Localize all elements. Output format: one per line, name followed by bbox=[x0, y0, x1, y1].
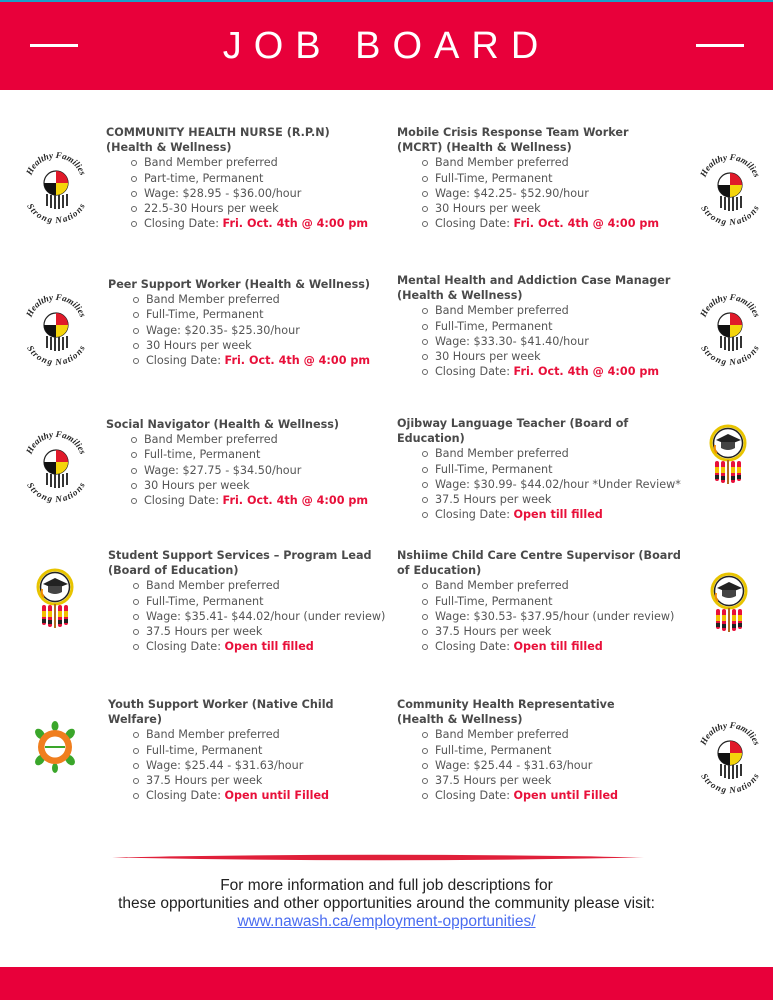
closing-label: Closing Date: bbox=[435, 365, 514, 379]
job-detail: Band Member preferred bbox=[130, 155, 376, 170]
job-details bbox=[108, 727, 348, 803]
job-details bbox=[397, 578, 682, 654]
job-title: Mobile Crisis Response Team Worker (MCRT) (Health & Wellness) bbox=[397, 126, 629, 155]
closing-label: Closing Date: bbox=[435, 508, 514, 522]
job-posting bbox=[106, 417, 376, 508]
native-child-welfare-logo bbox=[28, 720, 82, 774]
job-detail: 37.5 Hours per week bbox=[421, 492, 697, 507]
job-posting bbox=[397, 548, 682, 654]
job-detail: Wage: $42.25- $52.90/hour bbox=[421, 186, 677, 201]
job-detail: Band Member preferred bbox=[421, 578, 682, 593]
job-detail: Full-time, Permanent bbox=[130, 447, 376, 462]
job-detail: Wage: $28.95 - $36.00/hour bbox=[130, 186, 376, 201]
job-detail: Full-Time, Permanent bbox=[132, 594, 373, 609]
job-detail: 37.5 Hours per week bbox=[132, 773, 348, 788]
job-title: Community Health Representative (Health & Wellness) bbox=[397, 698, 615, 727]
job-detail: Wage: $30.99- $44.02/hour *Under Review* bbox=[421, 477, 697, 492]
job-posting bbox=[397, 697, 662, 803]
closing-label: Closing Date: bbox=[144, 217, 223, 231]
job-details bbox=[397, 303, 677, 379]
closing-label: Closing Date: bbox=[146, 354, 225, 368]
job-closing bbox=[132, 788, 348, 803]
job-detail: Wage: $25.44 - $31.63/hour bbox=[132, 758, 348, 773]
closing-date: Fri. Oct. 4th @ 4:00 pm bbox=[513, 365, 660, 379]
page-header bbox=[0, 2, 773, 90]
job-title: Social Navigator (Health & Wellness) bbox=[106, 418, 340, 431]
job-detail: Wage: $25.44 - $31.63/hour bbox=[421, 758, 662, 773]
job-details bbox=[108, 292, 378, 368]
job-detail: Wage: $35.41- $44.02/hour (under review) bbox=[132, 609, 373, 624]
job-closing bbox=[421, 216, 677, 231]
job-detail: Wage: $27.75 - $34.50/hour bbox=[130, 463, 376, 478]
job-posting bbox=[106, 125, 376, 231]
board-of-education-logo bbox=[709, 571, 749, 637]
closing-date: Fri. Oct. 4th @ 4:00 pm bbox=[513, 217, 660, 231]
job-posting bbox=[397, 125, 677, 231]
job-detail: Band Member preferred bbox=[132, 578, 373, 593]
footer-divider bbox=[112, 853, 644, 862]
closing-date: Open until Filled bbox=[513, 789, 619, 803]
closing-label: Closing Date: bbox=[144, 494, 223, 508]
employment-opportunities-link[interactable]: www.nawash.ca/employment-opportunities/ bbox=[237, 913, 536, 930]
healthy-families-logo bbox=[696, 290, 764, 370]
job-detail: Band Member preferred bbox=[421, 155, 677, 170]
closing-date: Open till filled bbox=[224, 640, 314, 654]
job-closing bbox=[132, 353, 378, 368]
job-posting bbox=[108, 277, 378, 368]
closing-label: Closing Date: bbox=[435, 640, 514, 654]
job-title: Ojibway Language Teacher (Board of Education) bbox=[397, 417, 629, 446]
job-title: Nshiime Child Care Centre Supervisor (Board of Education) bbox=[397, 549, 681, 578]
job-detail: 30 Hours per week bbox=[132, 338, 378, 353]
healthy-families-logo bbox=[22, 427, 90, 507]
job-detail: Band Member preferred bbox=[132, 727, 348, 742]
job-detail: Band Member preferred bbox=[421, 727, 662, 742]
job-detail: Part-time, Permanent bbox=[130, 171, 376, 186]
job-title: COMMUNITY HEALTH NURSE (R.P.N) (Health & Wellness) bbox=[106, 126, 330, 155]
board-of-education-logo bbox=[35, 567, 75, 633]
closing-date: Open until Filled bbox=[224, 789, 330, 803]
closing-label: Closing Date: bbox=[435, 217, 514, 231]
job-closing bbox=[421, 507, 697, 522]
job-title: Peer Support Worker (Health & Wellness) bbox=[108, 278, 371, 291]
job-detail: 30 Hours per week bbox=[130, 478, 376, 493]
job-detail: Band Member preferred bbox=[421, 303, 677, 318]
job-detail: Full-Time, Permanent bbox=[421, 319, 677, 334]
job-detail: Full-time, Permanent bbox=[132, 743, 348, 758]
healthy-families-logo bbox=[22, 148, 90, 228]
footer-line-1: For more information and full job descriptions for bbox=[220, 877, 553, 894]
board-of-education-logo bbox=[708, 423, 748, 489]
closing-label: Closing Date: bbox=[435, 789, 514, 803]
job-title: Mental Health and Addiction Case Manager (Health & Wellness) bbox=[397, 274, 671, 303]
job-detail: 30 Hours per week bbox=[421, 349, 677, 364]
footer-bar bbox=[0, 967, 773, 1000]
job-title: Student Support Services – Program Lead (Board of Education) bbox=[108, 549, 372, 578]
job-closing bbox=[130, 216, 376, 231]
job-posting bbox=[108, 548, 386, 654]
job-detail: Band Member preferred bbox=[130, 432, 376, 447]
page-title: JOB BOARD bbox=[222, 25, 551, 67]
closing-date: Open till filled bbox=[513, 508, 603, 522]
job-detail: Band Member preferred bbox=[421, 446, 697, 461]
job-detail: Full-time, Permanent bbox=[421, 743, 662, 758]
job-title: Youth Support Worker (Native Child Welfare) bbox=[108, 698, 334, 727]
job-details bbox=[397, 727, 662, 803]
job-details bbox=[106, 432, 376, 508]
job-details bbox=[397, 446, 697, 522]
job-detail: 37.5 Hours per week bbox=[421, 624, 682, 639]
closing-date: Fri. Oct. 4th @ 4:00 pm bbox=[224, 354, 371, 368]
closing-label: Closing Date: bbox=[146, 789, 225, 803]
job-details bbox=[108, 578, 386, 654]
job-detail: Full-Time, Permanent bbox=[421, 462, 697, 477]
job-closing bbox=[421, 639, 682, 654]
job-posting bbox=[397, 416, 697, 522]
job-closing bbox=[421, 364, 677, 379]
header-dash-right bbox=[696, 44, 744, 47]
healthy-families-logo bbox=[22, 290, 90, 370]
job-detail: 22.5-30 Hours per week bbox=[130, 201, 376, 216]
job-detail: Wage: $20.35- $25.30/hour bbox=[132, 323, 378, 338]
healthy-families-logo bbox=[696, 718, 764, 798]
footer-line-2: these opportunities and other opportunities around the community please visit: bbox=[118, 895, 655, 912]
job-posting bbox=[108, 697, 348, 803]
job-detail: 37.5 Hours per week bbox=[421, 773, 662, 788]
job-detail: 30 Hours per week bbox=[421, 201, 677, 216]
footer-info bbox=[0, 877, 773, 931]
job-detail: Full-Time, Permanent bbox=[421, 171, 677, 186]
job-detail: 37.5 Hours per week bbox=[132, 624, 373, 639]
closing-label: Closing Date: bbox=[146, 640, 225, 654]
job-closing bbox=[421, 788, 662, 803]
job-closing bbox=[132, 639, 373, 654]
job-detail: Wage: $33.30- $41.40/hour bbox=[421, 334, 677, 349]
job-closing bbox=[130, 493, 376, 508]
job-details bbox=[397, 155, 677, 231]
job-details bbox=[106, 155, 376, 231]
closing-date: Fri. Oct. 4th @ 4:00 pm bbox=[222, 217, 369, 231]
closing-date: Open till filled bbox=[513, 640, 603, 654]
job-detail: Full-Time, Permanent bbox=[132, 307, 378, 322]
job-detail: Wage: $30.53- $37.95/hour (under review) bbox=[421, 609, 682, 624]
healthy-families-logo bbox=[696, 150, 764, 230]
job-posting bbox=[397, 273, 677, 379]
job-detail: Band Member preferred bbox=[132, 292, 378, 307]
job-detail: Full-Time, Permanent bbox=[421, 594, 682, 609]
closing-date: Fri. Oct. 4th @ 4:00 pm bbox=[222, 494, 369, 508]
